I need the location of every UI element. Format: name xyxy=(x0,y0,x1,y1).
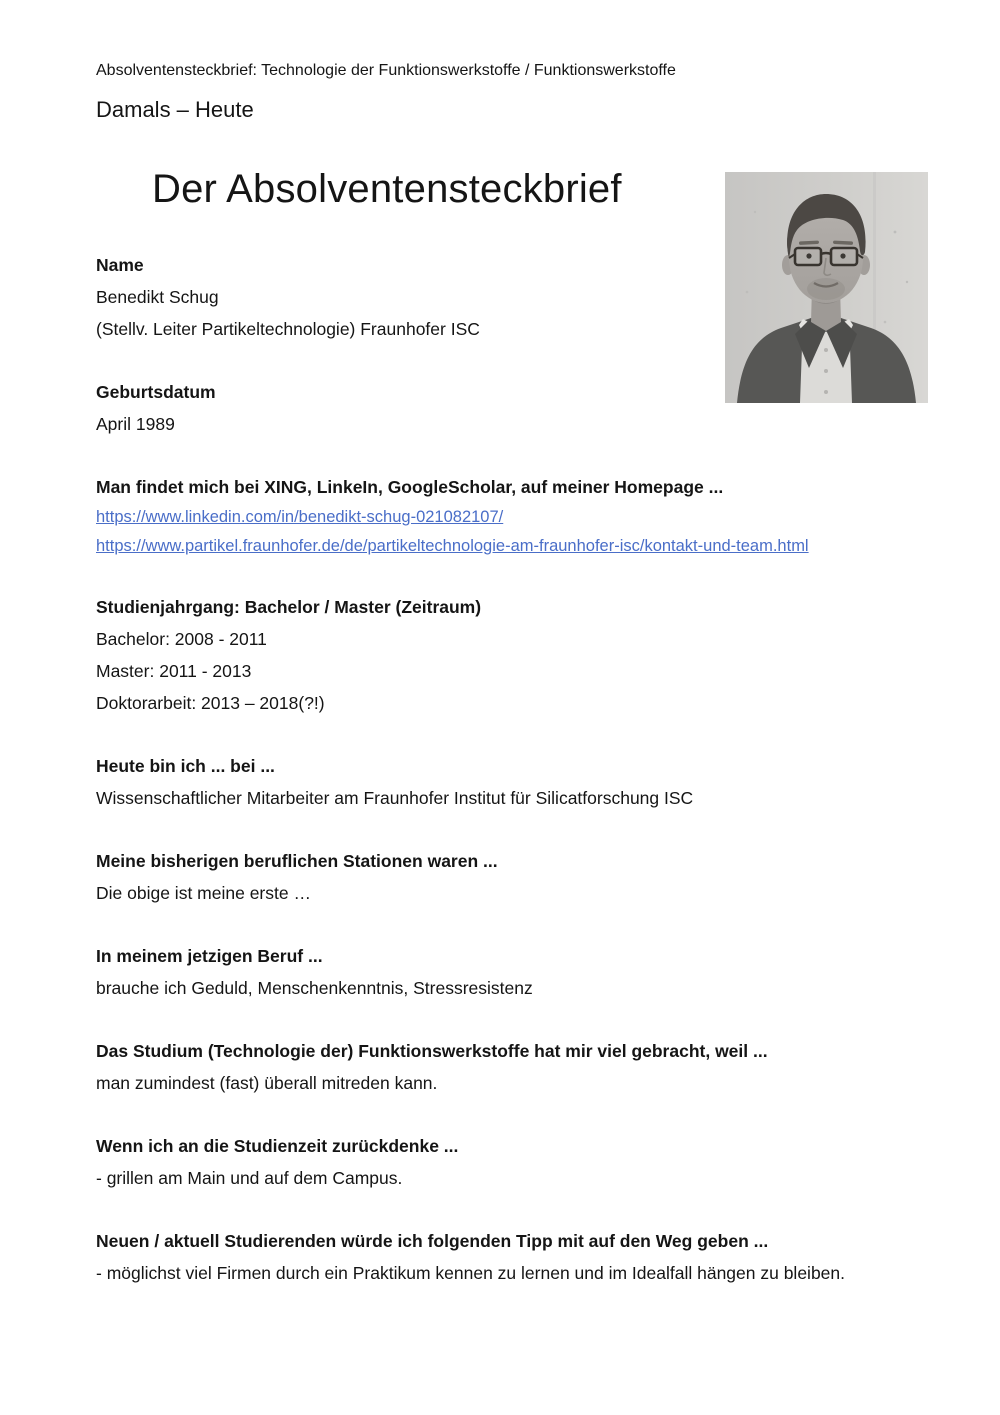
profile-section xyxy=(96,249,908,345)
section-text: Bachelor: 2008 - 2011 xyxy=(96,629,267,649)
profile-section xyxy=(96,845,908,909)
section-text: Benedikt Schug xyxy=(96,287,219,307)
section-heading: Heute bin ich ... bei ... xyxy=(96,756,275,776)
section-text: Wissenschaftlicher Mitarbeiter am Fraunhofer Institut für Silicatforschung ISC xyxy=(96,788,694,808)
section-heading: Wenn ich an die Studienzeit zurückdenke ... xyxy=(96,1136,459,1156)
profile-link[interactable]: https://www.linkedin.com/in/benedikt-schug-021082107/ xyxy=(96,508,504,526)
section-text: Doktorarbeit: 2013 – 2018(?!) xyxy=(96,693,325,713)
section-text: man zumindest (fast) überall mitreden kann. xyxy=(96,1073,438,1093)
section-heading: Neuen / aktuell Studierenden würde ich folgenden Tipp mit auf den Weg geben ... xyxy=(96,1231,769,1251)
profile-section xyxy=(96,591,908,719)
page-title: Der Absolventensteckbrief xyxy=(152,167,622,211)
section-text: - grillen am Main und auf dem Campus. xyxy=(96,1168,403,1188)
section-heading: Geburtsdatum xyxy=(96,382,216,402)
document-header-line: Absolventensteckbrief: Technologie der Funktionswerkstoffe / Funktionswerkstoffe xyxy=(96,62,676,79)
profile-sections xyxy=(96,249,908,1289)
section-heading: Studienjahrgang: Bachelor / Master (Zeitraum) xyxy=(96,597,482,617)
section-heading: Name xyxy=(96,255,144,275)
section-text: brauche ich Geduld, Menschenkenntnis, Stressresistenz xyxy=(96,978,533,998)
section-text: April 1989 xyxy=(96,414,175,434)
document-subtitle: Damals – Heute xyxy=(96,97,254,122)
section-text: - möglichst viel Firmen durch ein Praktikum kennen zu lernen und im Idealfall hängen zu bleiben. xyxy=(96,1263,846,1283)
profile-link[interactable]: https://www.partikel.fraunhofer.de/de/partikeltechnologie-am-fraunhofer-isc/kontakt-und-team.html xyxy=(96,536,809,555)
section-text: Master: 2011 - 2013 xyxy=(96,661,252,681)
profile-section xyxy=(96,376,908,440)
section-heading: In meinem jetzigen Beruf ... xyxy=(96,946,323,966)
section-text: Die obige ist meine erste … xyxy=(96,883,311,903)
section-heading: Das Studium (Technologie der) Funktionswerkstoffe hat mir viel gebracht, weil ... xyxy=(96,1041,768,1061)
section-heading: Meine bisherigen beruflichen Stationen waren ... xyxy=(96,851,498,871)
profile-section xyxy=(96,1035,908,1099)
profile-section xyxy=(96,750,908,814)
section-text: (Stellv. Leiter Partikeltechnologie) Fraunhofer ISC xyxy=(96,319,480,339)
profile-section xyxy=(96,1130,908,1194)
profile-section xyxy=(96,1225,908,1289)
profile-section xyxy=(96,940,908,1004)
section-heading: Man findet mich bei XING, LinkeIn, GoogleScholar, auf meiner Homepage ... xyxy=(96,477,724,497)
profile-section xyxy=(96,471,908,560)
